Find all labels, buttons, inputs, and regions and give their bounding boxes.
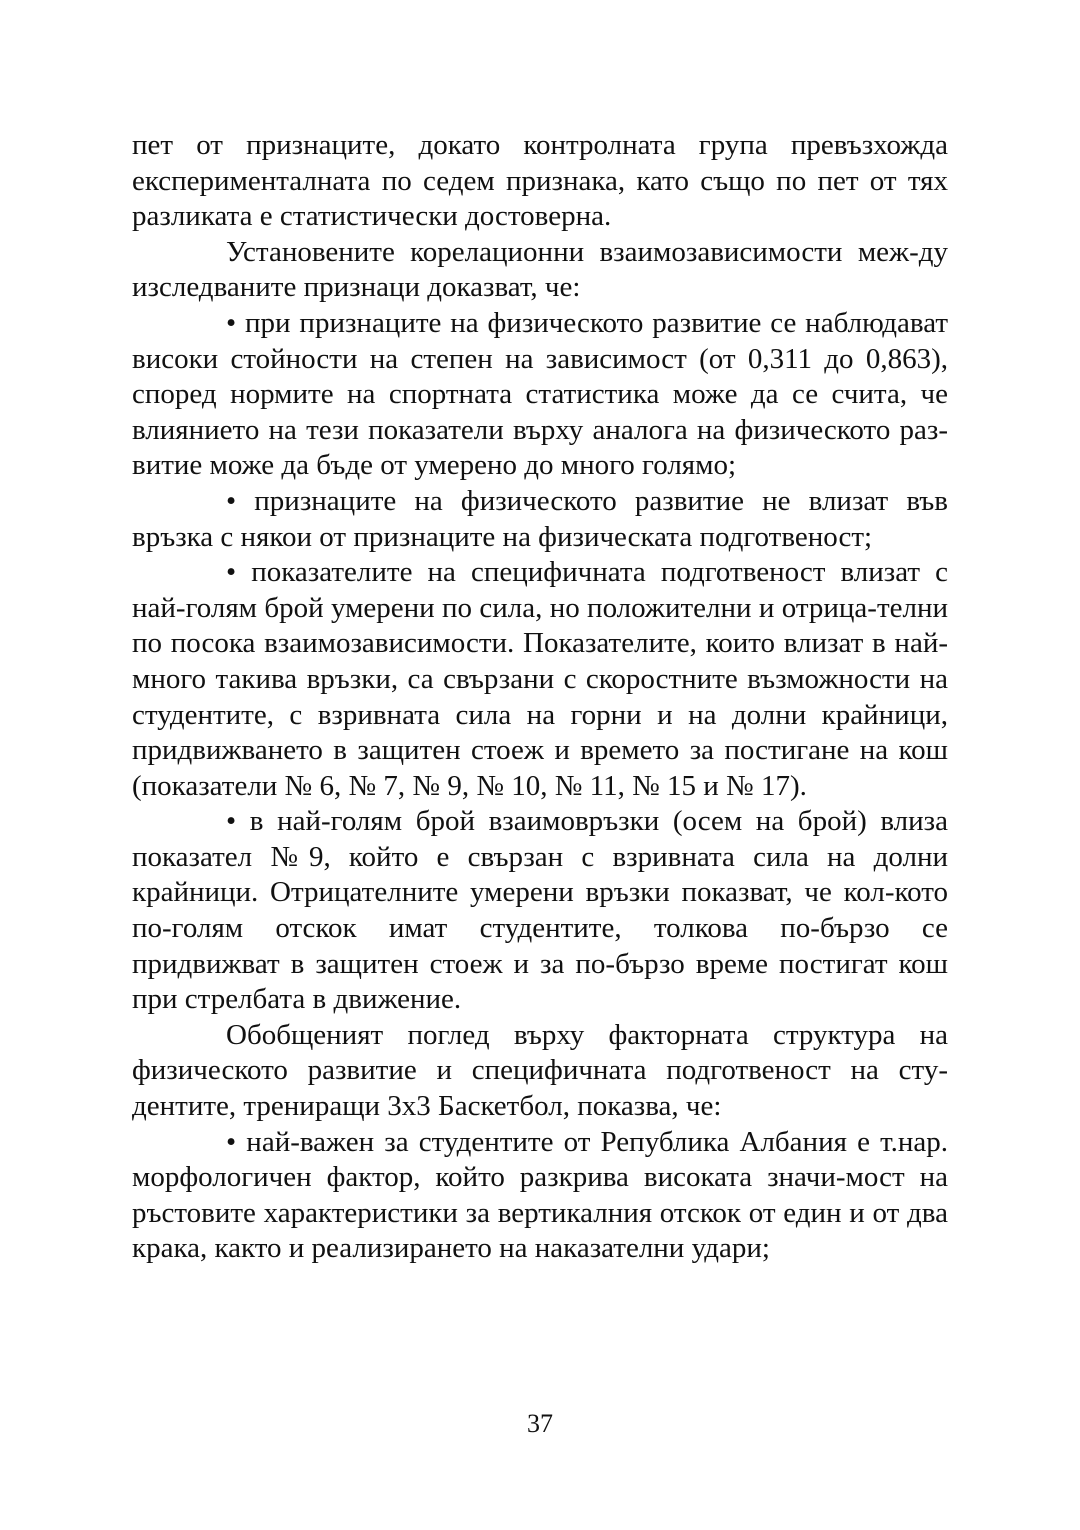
- bullet-item-5: • най-важен за студентите от Република Албания е т.нар. морфологичен фактор, който разкрива високата значи-мост на ръстовите характеристики за вертикалния отскок от един и от два крака, както и реализирането на наказателни удари;: [132, 1125, 948, 1265]
- bullet-item-4: • в най-голям брой взаимовръзки (осем на брой) влиза показател №9, който е свързан с взривната сила на долни крайници. Отрицателните умерени връзки показват, че кол-кото по-голям отскок имат студентите, толкова по-бързо се придвижват в защитен стоеж и за по-бързо време постигат кош при стрелбата в движение.: [132, 805, 948, 1016]
- bullet-item-3: • показателите на специфичната подготвеност влизат с най-голям брой умерени по сила, но положителни и отрица-телни по посока взаимозависимости. Показателите, които влизат в най-много такива връзки, са свързани с скоростните възможности на студентите, с взривната сила на горни и на долни крайници, придвижването в защитен стоеж и времето за постигане на кош (показатели № 6, № 7, № 9, № 10, № 11, № 15 и № 17).: [132, 556, 948, 802]
- bullet-item-2: • признаците на физическото развитие не влизат във връзка с някои от признаците на физическата подготвеност;: [132, 484, 948, 553]
- paragraph-1: пет от признаците, докато контролната група превъзхожда експерименталната по седем признака, като също по пет от тях разликата е статистически достоверна.: [132, 129, 948, 233]
- paragraph-2: Установените корелационни взаимозависимости меж-ду изследваните признаци доказват, че:: [132, 235, 948, 304]
- bullet-item-1: • при признаците на физическото развитие се наблюдават високи стойности на степен на зависимост (от 0,311 до 0,863), според нормите на спортната статистика може да се счита, че влиянието на тези показатели върху аналога на физическото раз-витие може да бъде от умерено до много голямо;: [132, 306, 948, 482]
- paragraph-3: Обобщеният поглед върху факторната структура на физическото развитие и специфичната подготвеност на сту-дентите, трениращи 3х3 Баскетбол, показва, че:: [132, 1018, 948, 1123]
- page-number: 37: [527, 1409, 553, 1438]
- page-body: [132, 128, 948, 1267]
